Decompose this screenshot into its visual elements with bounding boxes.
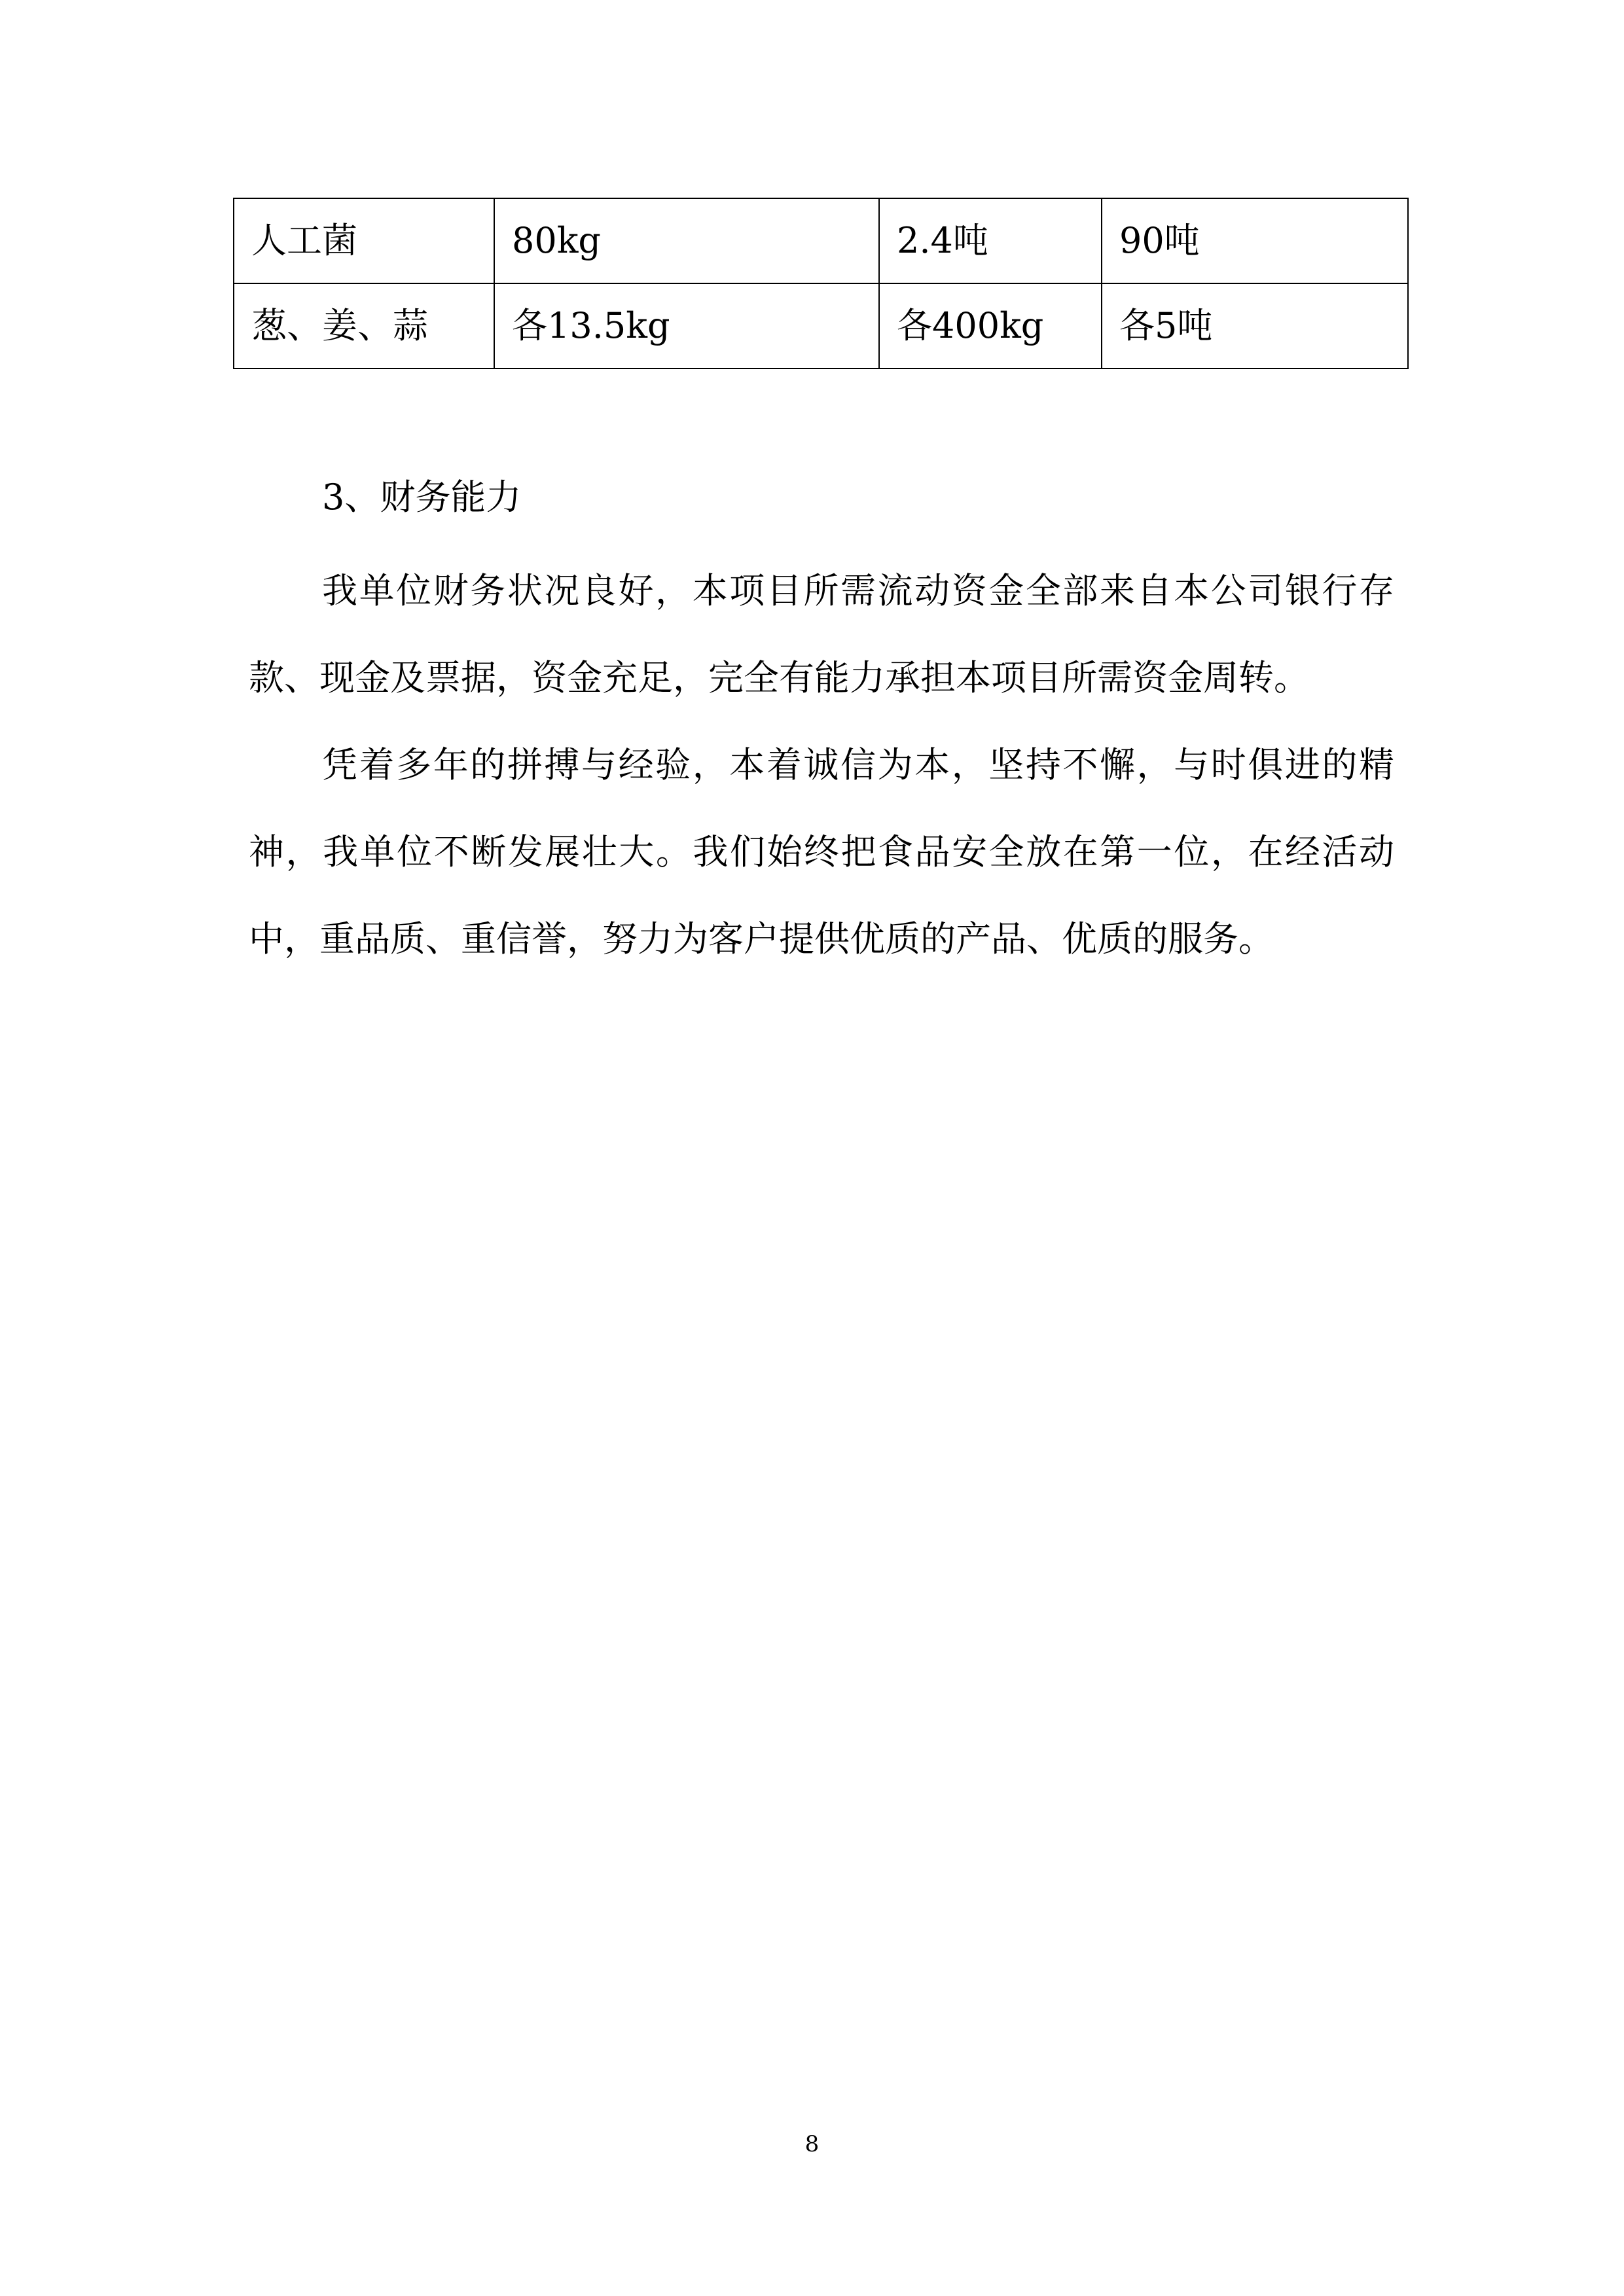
table-cell-monthly-amount: 各400kg [879, 283, 1102, 368]
paragraph-financial-status: 我单位财务状况良好，本项目所需流动资金全部来自本公司银行存款、现金及票据，资金充足，完全有能力承担本项目所需资金周转。 [249, 570, 1394, 698]
table-cell-yearly-amount: 各5吨 [1102, 283, 1408, 368]
table-cell-material: 葱、姜、蒜 [234, 283, 494, 368]
table-cell-daily-amount: 各13.5kg [494, 283, 879, 368]
materials-table [233, 198, 1409, 369]
page-number: 8 [804, 2131, 820, 2157]
table-cell-monthly-amount: 2.4吨 [879, 198, 1102, 283]
table-cell-yearly-amount: 90吨 [1102, 198, 1408, 283]
paragraph-company-philosophy: 凭着多年的拼搏与经验，本着诚信为本，坚持不懈，与时俱进的精神，我单位不断发展壮大。我们始终把食品安全放在第一位，在经活动中，重品质、重信誉，努力为客户提供优质的产品、优质的服务。 [249, 744, 1394, 960]
table-cell-daily-amount: 80kg [494, 198, 879, 283]
table-row [234, 283, 1408, 368]
section-heading: 3、财务能力 [322, 476, 522, 518]
table-cell-material: 人工菌 [234, 198, 494, 283]
table-row [234, 198, 1408, 283]
